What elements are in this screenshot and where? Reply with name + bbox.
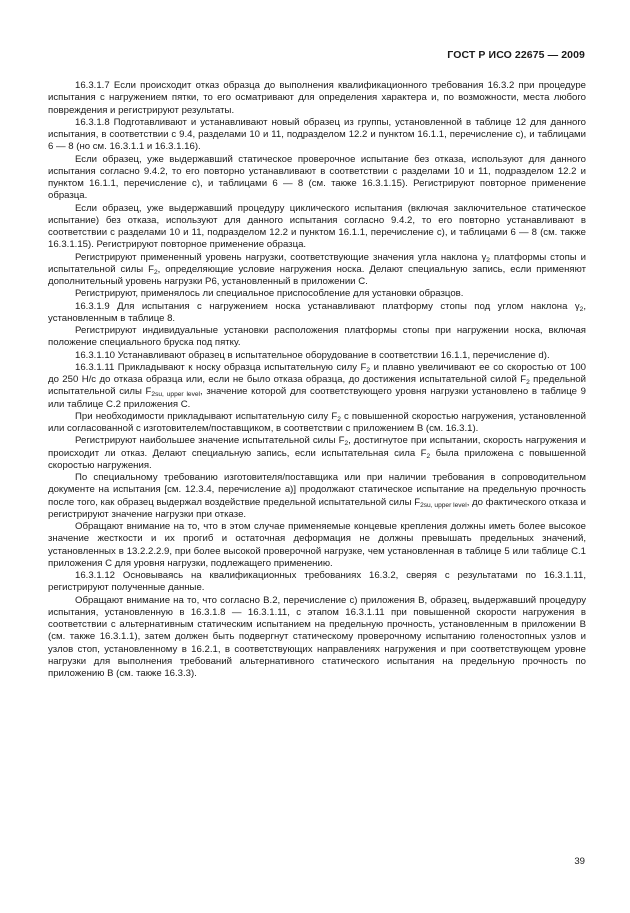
paragraph: Если образец, уже выдержавший статическое проверочное испытание без отказа, используют для данного испытания согласно 9.4.2, то его повторно устанавливают в соответствии с разделами 10 и 11, подразделом 12.2 и пунктом 16.1.1, перечисление c), и таблицами 6 — 8 (см. также 16.3.1.15). Регистрируют повторное применение образца. xyxy=(48,153,586,202)
paragraph: При необходимости прикладывают испытательную силу $F_2$ с повышенной скоростью нагружения, установленной или согласованной с изготовителем/поставщиком, в соответствии с приложением B (см. 16.3.1). xyxy=(48,410,586,434)
paragraph: Если образец, уже выдержавший процедуру циклического испытания (включая заключительное статическое испытание) без отказа, используют для данного испытания согласно 9.4.2, то его повторно устанавливают в соответствии с разделами 10 и 11, подразделом 12.2 и пунктом 16.1.1, перечисление c), и таблицами 6 — 8 (см. также 16.3.1.15). Регистрируют повторное применение образца. xyxy=(48,202,586,251)
paragraph: Регистрируют примененный уровень нагрузки, соответствующие значения угла наклона $\gamma_2$ платформы стопы и испытательной силы $F_2$, определяющие условие нагружения носка. Делают специальную запись, если применяют дополнительный уровень нагрузки P6, установленный в приложении C. xyxy=(48,251,586,287)
paragraph: Регистрируют индивидуальные установки расположения платформы стопы при нагружении носка, включая положение специального бруска под пятку. xyxy=(48,325,586,349)
paragraph: Обращают внимание на то, что в этом случае применяемые концевые крепления должны иметь более высокое значение жесткости и их прогиб и остаточная деформация не должны превышать предельных значений, установленных в 13.2.2.2.9, при более высокой проверочной нагрузке, чем установленная в таблице 5 или таблице C.1 приложения C для уровня нагрузки, подлежащего применению. xyxy=(48,521,586,569)
paragraph: 16.3.1.9 Для испытания с нагружением носка устанавливают платформу стопы под углом наклона $\gamma_2$, установленным в таблице 8. xyxy=(48,300,586,324)
paragraph: 16.3.1.12 Основываясь на квалификационных требованиях 16.3.2, сверяя с результатами по 16.3.1.11, регистрируют полученные данные. xyxy=(48,570,586,594)
paragraph: 16.3.1.7 Если происходит отказ образца до выполнения квалификационного требования 16.3.2 при процедуре испытания с нагружением пятки, то его осматривают для определения характера и, по возможности, места любого повреждения и регистрируют результаты. xyxy=(48,80,586,116)
paragraph: Регистрируют наибольшее значение испытательной силы $F_2$, достигнутое при испытании, скорость нагружения и происходит ли отказ. Делают специальную запись, если испытательная сила $F_2$ была приложена с повышенной скоростью нагружения. xyxy=(48,435,586,471)
page-number: 39 xyxy=(574,856,585,867)
paragraph: Обращают внимание на то, что согласно B.2, перечисление c) приложения B, образец, выдержавший процедуру испытания, установленную в 16.3.1.8 — 16.3.1.11, с этапом 16.3.1.11 при повышенной скорости нагружения в соответствии с альтернативным статическим испытанием на предельную прочность, установленным в приложении B (см. также 16.3.1.1), затем должен быть подвергнут статическому проверочному испытанию голеностопных узлов и узлов стоп, установленному в 16.2.1, в соответствующих направлениях нагружения и при соответствующем уровне нагрузки для выполнения требований альтернативного статического испытания на предельную прочность по приложению B (см. также 16.3.3). xyxy=(48,594,586,679)
paragraph: 16.3.1.11 Прикладывают к носку образца испытательную силу $F_2$ и плавно увеличивают ее со скоростью от 100 до 250 Н/с до отказа образца или, если не было отказа образца, до достижения испытательной силой $F_2$ предельной испытательной силы $F_{2su, upper level}$, значение которой для соответствующего уровня нагрузки установлено в таблице 9 или таблице C.2 приложения C. xyxy=(48,361,587,410)
paragraph: 16.3.1.8 Подготавливают и устанавливают новый образец из группы, установленной в таблице 12 для данного испытания, в соответствии с 9.4, разделами 10 и 11, подразделом 12.2 и пунктом 16.1.1, перечисление c), и таблицами 6 — 8 (но см. 16.3.1.1 и 16.3.1.16). xyxy=(48,116,586,153)
standard-header: ГОСТ Р ИСО 22675 — 2009 xyxy=(447,49,585,61)
paragraph: Регистрируют, применялось ли специальное приспособление для установки образцов. xyxy=(75,288,464,300)
paragraph: По специальному требованию изготовителя/поставщика или при наличии требования в сопроводительном документе на испытания [см. 12.3.4, перечисление a)] продолжают статическое испытание на предельную прочность после того, как образец выдержал воздействие предельной испытательной силы $F_{2su, upper level}$, до фактического отказа и регистрируют значение нагрузки при отказе. xyxy=(48,472,586,520)
document-body xyxy=(48,80,586,680)
paragraph: 16.3.1.10 Устанавливают образец в испытательное оборудование в соответствии 16.1.1, перечисление d). xyxy=(75,349,550,361)
